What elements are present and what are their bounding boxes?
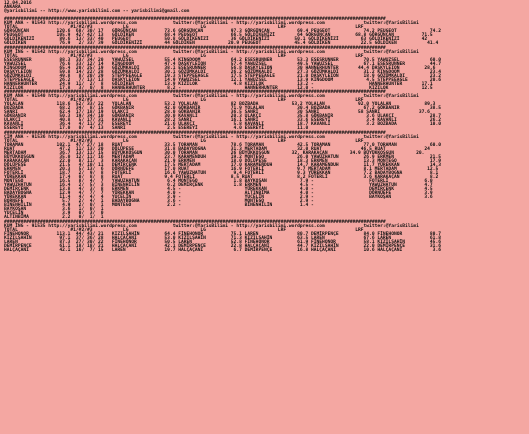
text-line: YOLALAN 118.6 52/ 33/ 22 YOLALAN 53.2 YOLALAN 82 BOZBADA 53.2 YOLALAN 92.0 YOLALAN 89.3 bbox=[4, 102, 436, 108]
text-line: CIM ANA - 91536 http://yarisbilimi.wordpress.com twitter:@YarisBilimi - http://yarisbilimi.wordpress.com twitter:@YarisBilimi bbox=[4, 134, 419, 140]
text-line: ########################################################################################################################################## bbox=[4, 219, 386, 225]
text-line: FOTERLİ 18.7 2/ 9/ 8 FOTERLİ 16.6 YAWUZHATUN 9.4 FOTERLİ 9.3 YÜREKKAN 7.2 BADAYBOGNA 8.1 bbox=[4, 170, 439, 176]
text-line: KAVANLI 36.4 4/ 11/ 27 ESEREYİ 21.6 ULAKÇI 5.8 KAVANLI 18.7 KAVANLI 3.2 BOZBADA 10.0 bbox=[4, 122, 441, 128]
text-line: KIZILŞAHİN 97.1 37/ 36/ 28 HALÇAÇANI 53.0 KIZILŞAHİN 71.3 KIZILŞAHİN 63.5 LAREN 67.6 LAREN 61.8 bbox=[4, 235, 441, 241]
text-line: 12.04.2016 bbox=[4, 1, 32, 6]
text-line: ERKMEN 20.3 5/ 13/ 6 DÖRNÜEFE 17.0 RUAT 16.9 FOTERLİ 9.7 MERTADAM 8.1 MERTADAM 12.5 bbox=[4, 166, 439, 172]
text-line: HALÇAÇANI 42.1 16/ 7/ 15 LAREN 19.7 HALÇAÇANI 6.7 DEMİRPENÇE 16.8 HALÇAÇANI 10.6 HALÇAÇANI 3.6 bbox=[4, 247, 441, 253]
text-line: ESESRUNNER 88.3 33/ 34/ 20 YAWUZSEL 55.4 KINGDOOM 64.2 ESESRUNNER 53.3 ESESRUNNER 70.5 YAWUZSEL 60.0 bbox=[4, 57, 441, 63]
text-line: DÖLÜPEŞE 21.5 4/ 10/ 11 DEMİRÇENK 17.5 MERTADAM 17.0 KARAMENDUH 14.7 KARAMENDUH 11.7 YÜREKKAN 14.3 bbox=[4, 162, 441, 168]
text-line: ALTINBİMA 2.2 0/ 1/ 1 bbox=[4, 215, 104, 221]
text-line: KUM İNG - 91535 http://yarisbilimi.wordpress.com twitter:@YarisBilimi - http://yarisbilimi.wordpress.com twitter:@YarisBilimi bbox=[4, 223, 419, 229]
text-line: ########################################################################################################################################## bbox=[4, 90, 386, 96]
text-line: YAWUZHATUN 16.4 2/ 5/ 3 BİNENHİLİN 6.2 DEMİRÇENK 1.8 ERKMEN 4.5 - YAWUZHATUN 4.7 bbox=[4, 183, 433, 189]
text-line: GÖZÜMKALDI 49.8 8/ 20/ 29 STEPPEEAGLE 19.3 STEPPEEAGLE 17.5 STEPPEEAGLE 21.0 DAŞKYLEION 18.9 GÖZÜMKALDI 23.2 bbox=[4, 73, 441, 79]
text-line: KUM ANA - 91540 http://yarisbilimi.wordpress.com twitter:@YarisBilimi - http://yarisbilimi.wordpress.com twitter:@YarisBilimi bbox=[4, 94, 419, 100]
text-line: BADAYBOGNA 12.9 4/ 7/ 7 YÜREKKAN 4.0 - ALTINBİMA 4.0 - DÖRNÜEFE 3.9 bbox=[4, 191, 433, 197]
text-line: ########################################################################################################################################## bbox=[4, 130, 386, 136]
text-line: TOTAL #1/#2/#3 LG LG LRF LRF bbox=[4, 138, 364, 144]
text-line: YÜREKKAN 17.4 0/ 8/ 8 RUAT 9.4 FOTERLİ 8.5 RUAT 8.2 FOTERLİ 3.6 KARAKAÇAN 8.2 bbox=[4, 175, 439, 181]
text-line: STEPPEEAGLE 26.2 7/ 13/ 13 DAŞKYLEION 14.9 YAWUZSEL 12.1 YAWUZSEL 13.9 KINGDOOM 4.5 STEPPEEAGLE 20.6 bbox=[4, 77, 441, 83]
text-line: TOTAL #1/#2/#3 LG LG LRF LRF bbox=[4, 227, 364, 233]
text-line: GÖRGÜNCAN 120.6 68/ 30/ 17 GÖRGÜNCAN 73.6 GÖRGÜNCAN 97.3 GÖRGÜNCAN 69.4 PEUGEOT 74.2 PEUGEOT 74.2 bbox=[4, 29, 441, 35]
text-line: TOTAL #1/#2/#3 LG LG LRF LRF bbox=[4, 53, 364, 59]
text-line: RUAT 47.2 11/ 13/ 20 DÖLÜPEŞE 31.8 BADAYBOGNA 31.3 MERTADAM 32.0 RUAT 46.5 RUAT 24 bbox=[4, 146, 430, 152]
text-line: DEMİRÇENK 13.8 4/ 3/ 8 ERKMEN 4.5 - YÜREKKAN 4.0 - DEMİRÇENK 4.5 bbox=[4, 187, 433, 193]
text-line: KIZILOK 17.8 3/ 0/ 8 HANNERHUNTER 8.2 - HANNERHUNTER 12.0 - KIZILOK 12.5 bbox=[4, 85, 433, 91]
text-line: YAWUZSEL 76.6 33/ 12/ 14 KINGDOOM 47.4 DAŞKYLEION 57.4 YAWUZSEL 49.5 YAWUZSEL 67.1 ESESRUNNER 44.7 bbox=[4, 61, 441, 67]
text-line: BÜYÜKKOŞGUN 35.0 12/ 11/ 16 MERTADAM 23.7 KARAMENDUH 19.2 MONTEGO 26.0 YAWUZHATUN 26.9 ERKMEN 21.5 bbox=[4, 154, 441, 160]
text-line: BOZBADA 68.2 34/ 8/ 15 GÖKBANIR 42.0 GÖKBANIR 71.9 YOLALAN 30.4 BOZBADA 67.2 GÖKBANIR 38.5 bbox=[4, 106, 441, 112]
text-line: ESEREYİ 17.0 0/ 4/ 13 SANRI 2.5 ESEREYİ 4.0 ESEREYİ 11.0 bbox=[4, 126, 309, 132]
text-line: TORAMAN 102.1 47/ 27/ 18 RUAT 33.5 TORAMAN 78.6 TORAMAN 42.5 TORAMAN 77.0 TORAMAN 60.0 bbox=[4, 142, 441, 148]
text-line: ########################################################################################################################################## bbox=[4, 17, 386, 23]
text-line: ULAKÇI 40.8 5/ 17/ 31 KAVANLI 28.2 SANRI 16.1 SANRI 33.6 ESEREYİ 3.4 KAVANLI 26.2 bbox=[4, 118, 441, 124]
text-line: KUM ANA - 91543 http://yarisbilimi.wordpress.com twitter:@YarisBilimi - http://yarisbilimi.wordpress.com twitter:@YarisBilimi bbox=[4, 21, 419, 27]
text-line: LAREN 87.3 27/ 30/ 22 FİNEHONOR 50.5 LAREN 52.8 FİNEHONOR 61.9 FİNEHONOR 58.1 KIZILŞAHİN 45.6 bbox=[4, 239, 441, 245]
text-line: YÜREKKAN 11.4 4/ 4/ 4 YUCELİN 3.9 - YUCELİN 2.9 - BAYKOŞAN 3.6 bbox=[4, 195, 433, 201]
text-line: PEUGEOT 105.9 42/ 42/ 13 GÖLDİKEN 68.4 PEUGEOT 66.5 GÖLDİKENİZİ 64 GÖRGÜNCAN 68.8 GÖRGÜNCAN 71.5 bbox=[4, 33, 433, 39]
text-line: DEMİRPENÇE 61.1 18/ 18/ 21 HALÇAÇANI 42.1 DEMİRPENÇE 22.8 HALÇAÇANI 44.7 KIZILŞAHİN 22.0 DEMİRPENÇE 31.6 bbox=[4, 243, 441, 249]
text-line: YUCELİN 3.9 0/ 3/ 0 bbox=[4, 211, 104, 217]
text-line: BİNENHİLİN 4.9 2/ 0/ 1 MONTEGO 2.2 - BİNENHİLİN 1.4 - bbox=[4, 203, 314, 209]
text-line: DAŞKYLEION 59.8 14/ 22/ 28 GÖZÜMKALDI 30.1 GÖZÜMKALDI 26.2 GÖZÜMKALDI 27.3 GÖZÜMKALDI 31.2 KINGDOOM 23.4 bbox=[4, 69, 441, 75]
text-line: TOTAL #1/#2/#3 LG LG LRF LRF bbox=[4, 25, 364, 31]
text-line: FİNEHONOR 113.1 44/ 43/ 21 KIZILŞAHİN 64.4 FİNEHONOR 75.1 LAREN 80.7 DEMİRPENÇE 84.0 FİNEHONOR 80.7 bbox=[4, 231, 441, 237]
text-line: KUM İNG - 91542 http://yarisbilimi.wordpress.com twitter:@YarisBilimi - http://yarisbilimi.wordpress.com twitter:@YarisBilimi bbox=[4, 49, 419, 55]
text-line: MONTEGO 16.5 8/ 4/ 7 YAWUZHATUN 6.4 MONTEGO 1.8 BAYKOŞAN 7.9 - FOTERLİ 6.0 bbox=[4, 179, 433, 185]
text-line: BORNEFE 5.7 2/ 4/ 1 BADAYBOGNA 3.6 - MONTEGO 2.9 - bbox=[4, 199, 314, 205]
text-line: KINGDOOM 65.4 20/ 25/ 19 GÖZÜMKALDI 38.1 ESESRUNNER 56.8 DAŞKYLEION 30 HANNERHUNTER 44.4 DAŞKYLEION 28.6 bbox=[4, 65, 436, 71]
text-line: KARAKAÇAN 22.0 8/ 11/ 3 KARAKAÇAN 21.9 ERKMEN 18.0 DÖLÜPEŞE 18.3 ERKMEN 13.3 MONTEGO 17.9 bbox=[4, 158, 441, 164]
text-line: SANRI 62.4 17/ 18/ 19 ULAKÇI 28.0 GÖKBANIR 36.5 SANRI 30 SANRI 58 SANRI 37.6 bbox=[4, 110, 430, 116]
text-line: @yarisbilimi -- http://www.yarisbilimi.com -- yarisbilimi@gmail.com bbox=[4, 9, 190, 15]
text-line: MERTADAM 36.7 13/ 11/ 15 BÜYÜKKOŞGUN 30.0 TORAMAN 26 BÜYÜKKOŞGUN 32. KARAKAÇAN 34.9 BÜYÜKKOŞGUN 20. bbox=[4, 150, 425, 156]
text-line: ANKARA bbox=[4, 5, 21, 11]
text-line: HANNERHUNTER 24.9 11/ 2/ 8 GÖLDİKEN 13.9 KIZILOK 4.8 KIZILOK 13.2 - HANNERHUNTER 17.1 bbox=[4, 81, 433, 87]
text-line: BAYKOŞAN 3.6 1/ 0/ 1 bbox=[4, 207, 104, 213]
text-line: GÖLDİKEN 76.9 2/ 33/ 39 GÖLDİKENİZİ 44 GÖLDİKEN 20.9 PEUGEOT 45.4 GÖLDİKEN 22.5 GÖLDİKEN 41.4 bbox=[4, 41, 439, 47]
text-line: GÖKBANIR 50.3 19/ 34/ 10 GÖKBANIR 30.0 KAVANLI 20.3 ULAKÇI 35.8 GÖKBANIR 3.6 ULAKÇI 28.7 bbox=[4, 114, 441, 120]
text-line: ########################################################################################################################################## bbox=[4, 45, 386, 51]
text-line: TOTAL #1/#2/#3 LG LG LRF LRF bbox=[4, 98, 364, 104]
text-line: GÖLDİKENİZİ 89.6 13/ 33/ 40 PEUGEOT 50.8 GÖLDİKENİZİ 36 GÖLDİKENİZİ 50.1 GÖLDİKENİZİ 63 GÖLDİKENİZİ 42 bbox=[4, 37, 428, 43]
